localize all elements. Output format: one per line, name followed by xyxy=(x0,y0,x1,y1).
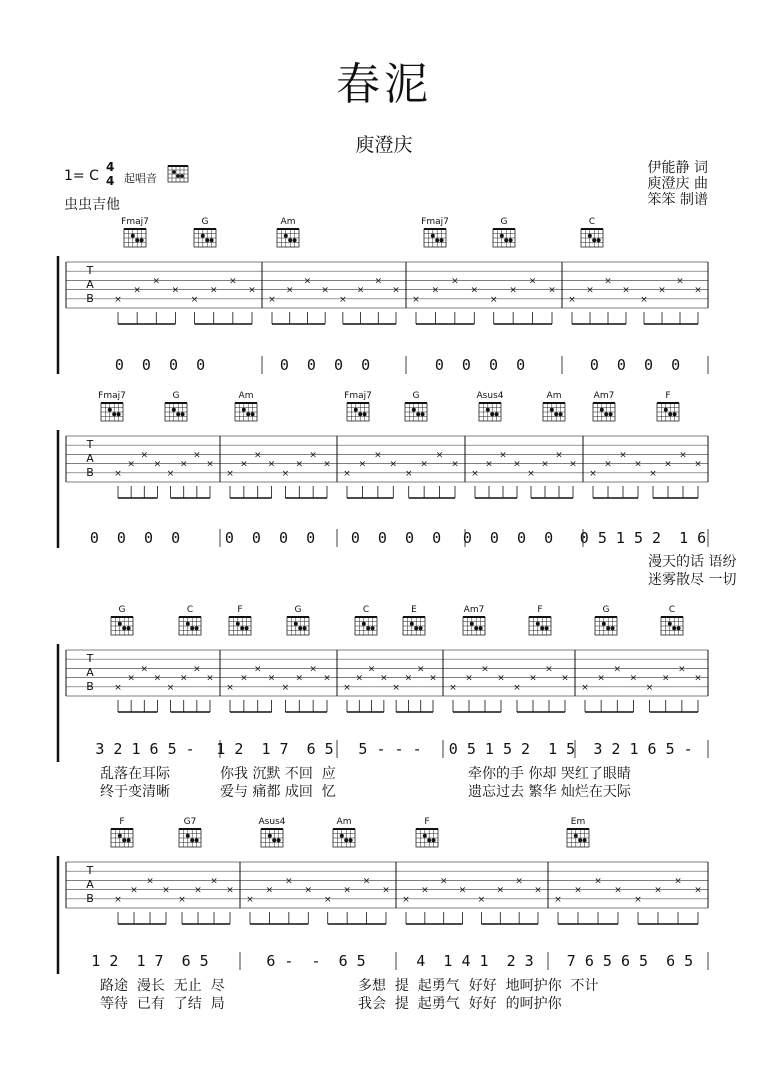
tab-note: × xyxy=(694,459,702,470)
tab-note: × xyxy=(489,294,498,305)
chord-name: C xyxy=(362,605,370,615)
tab-note: × xyxy=(206,459,214,470)
tab-note: × xyxy=(574,885,582,896)
tab-note: × xyxy=(343,468,351,479)
tab-clef-letter: B xyxy=(86,680,94,693)
chord-name: G xyxy=(500,217,508,227)
tab-note: × xyxy=(206,673,214,684)
numbered-notation: 0 0 0 0 xyxy=(89,529,181,547)
tab-note: × xyxy=(594,876,602,887)
tab-note: × xyxy=(355,673,364,684)
tab-note: × xyxy=(374,450,382,461)
tab-note: × xyxy=(114,468,122,479)
tab-note: × xyxy=(554,894,562,905)
tab-note: × xyxy=(527,468,535,479)
tab-note: × xyxy=(439,876,448,887)
chord-name: E xyxy=(411,605,417,615)
numbered-notation: 1 2 1 7 6 5 xyxy=(91,952,209,970)
chord-name: F xyxy=(237,605,243,615)
tab-note: × xyxy=(435,450,444,461)
tab-note: × xyxy=(634,459,642,470)
tab-note: × xyxy=(619,450,627,461)
tab-note: × xyxy=(179,459,188,470)
tab-note: × xyxy=(309,450,317,461)
source-label: 虫虫吉他 xyxy=(64,197,120,213)
tab-note: × xyxy=(295,459,304,470)
chord-name: G xyxy=(201,217,209,227)
tab-note: × xyxy=(374,276,383,287)
chord-name: G xyxy=(118,605,126,615)
tab-note: × xyxy=(509,285,517,296)
tab-note: × xyxy=(477,894,486,905)
numbered-notation: 5 - - - xyxy=(358,740,422,758)
tab-note: × xyxy=(694,285,702,296)
chord-name: Am7 xyxy=(593,391,615,401)
chord-name: G xyxy=(602,605,610,615)
start-note-label: 起唱音 xyxy=(124,172,157,185)
tab-note: × xyxy=(645,682,654,693)
tab-note: × xyxy=(380,673,388,684)
tab-note: × xyxy=(622,285,630,296)
tab-note: × xyxy=(343,885,351,896)
tab-note: × xyxy=(323,673,331,684)
tab-note: × xyxy=(545,664,553,675)
tab-note: × xyxy=(421,885,429,896)
tab-note: × xyxy=(367,664,376,675)
tab-note: × xyxy=(285,285,294,296)
chord-name: Asus4 xyxy=(258,817,286,827)
tab-note: × xyxy=(449,682,457,693)
tab-note: × xyxy=(267,673,276,684)
tab-clef-letter: A xyxy=(86,278,94,291)
tab-note: × xyxy=(392,285,400,296)
chord-name: Am xyxy=(280,217,296,227)
tab-note: × xyxy=(640,294,648,305)
tab-note: × xyxy=(362,876,371,887)
tab-note: × xyxy=(179,673,188,684)
time-sig-bottom: 4 xyxy=(106,174,115,188)
tab-note: × xyxy=(451,276,459,287)
tab-note: × xyxy=(166,682,175,693)
chord-name: Em xyxy=(570,817,586,827)
tab-note: × xyxy=(676,276,684,287)
tab-note: × xyxy=(664,459,672,470)
tab-note: × xyxy=(497,673,505,684)
tab-note: × xyxy=(178,894,186,905)
tab-note: × xyxy=(581,682,589,693)
tab-note: × xyxy=(295,673,304,684)
tab-note: × xyxy=(404,468,413,479)
tab-note: × xyxy=(513,459,521,470)
tab-note: × xyxy=(634,894,642,905)
tab-note: × xyxy=(548,285,556,296)
tab-note: × xyxy=(402,894,410,905)
chord-name: C xyxy=(186,605,194,615)
lyric-line-2: 迷雾散尽 一切 xyxy=(648,572,737,588)
tab-note: × xyxy=(140,664,149,675)
tab-note: × xyxy=(166,468,175,479)
numbered-notation: 3 2 1 6 5 - xyxy=(95,740,195,758)
numbered-notation: 3 2 1 6 5 - xyxy=(593,740,693,758)
tab-note: × xyxy=(513,682,521,693)
tab-note: × xyxy=(561,673,569,684)
numbered-notation: 0 0 0 0 xyxy=(114,356,206,374)
tab-note: × xyxy=(210,876,218,887)
numbered-notation: 0 5 1 5 2 1 6 xyxy=(579,529,707,547)
tab-note: × xyxy=(404,673,413,684)
tab-note: × xyxy=(309,664,317,675)
tab-note: × xyxy=(265,885,274,896)
tab-note: × xyxy=(392,682,400,693)
numbered-notation: 7 6 5 6 5 6 5 xyxy=(566,952,694,970)
chord-name: C xyxy=(588,217,596,227)
tab-note: × xyxy=(389,459,398,470)
tab-note: × xyxy=(281,468,290,479)
chord-name: Am xyxy=(546,391,562,401)
tab-note: × xyxy=(694,885,702,896)
tab-note: × xyxy=(162,885,170,896)
tab-note: × xyxy=(226,682,234,693)
chord-name: F xyxy=(119,817,125,827)
tab-note: × xyxy=(114,294,122,305)
tab-note: × xyxy=(153,673,162,684)
tab-note: × xyxy=(140,450,149,461)
numbered-notation: 0 5 1 5 2 1 5 xyxy=(448,740,576,758)
tab-note: × xyxy=(229,276,237,287)
lyric-line-1: 乱落在耳际 xyxy=(100,766,170,782)
tab-note: × xyxy=(152,276,161,287)
chord-name: Am xyxy=(336,817,352,827)
tab-note: × xyxy=(613,664,622,675)
tab-note: × xyxy=(339,294,347,305)
tab-note: × xyxy=(304,885,313,896)
tab-note: × xyxy=(358,459,367,470)
tab-note: × xyxy=(281,682,290,693)
numbered-notation: 0 0 0 0 xyxy=(350,529,442,547)
tab-note: × xyxy=(485,459,493,470)
chord-name: F xyxy=(665,391,671,401)
chord-name: Am7 xyxy=(463,605,485,615)
tab-note: × xyxy=(127,673,135,684)
chord-name: F xyxy=(424,817,430,827)
lyric-line-1: 漫天的话 语纷 xyxy=(648,554,737,570)
tab-note: × xyxy=(481,664,489,675)
tab-note: × xyxy=(658,285,666,296)
lyric-line-2: 爱与 痛都 成回 忆 xyxy=(220,784,336,800)
tab-note: × xyxy=(356,285,365,296)
numbered-notation: 6 - - 6 5 xyxy=(266,952,366,970)
tab-clef-letter: A xyxy=(86,452,94,465)
tab-clef-letter: T xyxy=(86,864,94,877)
tab-note: × xyxy=(431,285,440,296)
tab-note: × xyxy=(586,285,594,296)
lyric-line-1: 牵你的手 你却 哭红了眼睛 xyxy=(468,766,631,782)
chord-name: F xyxy=(537,605,543,615)
tab-note: × xyxy=(541,459,549,470)
tab-note: × xyxy=(555,450,563,461)
tab-note: × xyxy=(193,450,201,461)
tab-note: × xyxy=(515,876,523,887)
tab-note: × xyxy=(694,673,702,684)
key-signature: 1= C xyxy=(64,168,99,184)
chord-name: Am xyxy=(238,391,254,401)
tab-note: × xyxy=(529,673,537,684)
lyric-line-1: 路途 漫长 无止 尽 xyxy=(100,978,225,994)
tab-note: × xyxy=(323,894,332,905)
tab-note: × xyxy=(130,885,138,896)
numbered-notation: 0 0 0 0 xyxy=(224,529,316,547)
tab-note: × xyxy=(679,450,687,461)
lyric-line-2: 终于变清晰 xyxy=(100,784,170,800)
tab-note: × xyxy=(343,682,351,693)
lyric-line-1: 你我 沉默 不回 应 xyxy=(220,766,336,782)
tab-note: × xyxy=(589,468,597,479)
lyricist: 伊能静 词 xyxy=(647,160,708,176)
chord-name: Asus4 xyxy=(476,391,504,401)
tab-note: × xyxy=(127,459,135,470)
chord-name: C xyxy=(668,605,676,615)
tab-clef-letter: B xyxy=(86,892,94,905)
tab-note: × xyxy=(240,673,248,684)
tab-note: × xyxy=(451,459,459,470)
numbered-notation: 0 0 0 0 xyxy=(279,356,371,374)
tab-note: × xyxy=(674,876,682,887)
tab-note: × xyxy=(654,885,662,896)
tab-note: × xyxy=(416,664,425,675)
transcriber: 笨笨 制谱 xyxy=(647,192,708,208)
tab-note: × xyxy=(471,468,479,479)
tab-note: × xyxy=(470,285,479,296)
tab-note: × xyxy=(321,285,329,296)
time-sig-top: 4 xyxy=(106,160,115,174)
tab-note: × xyxy=(534,885,542,896)
numbered-notation: 0 0 0 0 xyxy=(589,356,681,374)
tab-note: × xyxy=(114,682,122,693)
tab-note: × xyxy=(285,876,293,887)
lyric-line-2: 等待 已有 了结 局 xyxy=(100,996,225,1012)
tab-note: × xyxy=(458,885,467,896)
tab-note: × xyxy=(209,285,218,296)
tab-clef-letter: T xyxy=(86,264,94,277)
lyric-line-2: 遗忘过去 繁华 灿烂在天际 xyxy=(468,784,631,800)
composer: 庾澄庆 曲 xyxy=(647,176,708,192)
tab-clef-letter: T xyxy=(86,438,94,451)
tab-note: × xyxy=(193,664,201,675)
tab-clef-letter: A xyxy=(86,666,94,679)
chord-name: Fmaj7 xyxy=(98,391,126,401)
tab-note: × xyxy=(253,664,262,675)
tab-note: × xyxy=(246,894,254,905)
lyric-line-1: 多想 提 起勇气 好好 地呵护你 不计 xyxy=(358,978,599,994)
tab-note: × xyxy=(412,294,420,305)
tab-note: × xyxy=(420,459,428,470)
tab-note: × xyxy=(528,276,537,287)
tab-note: × xyxy=(629,673,638,684)
numbered-notation: 0 0 0 0 xyxy=(434,356,526,374)
tab-note: × xyxy=(465,673,473,684)
tab-note: × xyxy=(248,285,256,296)
tab-note: × xyxy=(171,285,180,296)
tab-note: × xyxy=(226,468,234,479)
chord-name: G7 xyxy=(183,817,197,827)
song-artist: 庾澄庆 xyxy=(355,134,413,156)
tab-note: × xyxy=(661,673,670,684)
tab-note: × xyxy=(303,276,312,287)
chord-name: G xyxy=(412,391,420,401)
tab-note: × xyxy=(190,294,199,305)
tab-note: × xyxy=(614,885,622,896)
tab-note: × xyxy=(226,885,234,896)
tab-note: × xyxy=(678,664,686,675)
chord-name: Fmaj7 xyxy=(421,217,449,227)
chord-name: Fmaj7 xyxy=(344,391,372,401)
tab-note: × xyxy=(194,885,202,896)
numbered-notation: 1 2 1 7 6 5 xyxy=(216,740,334,758)
chord-name: G xyxy=(294,605,302,615)
tab-clef-letter: B xyxy=(86,292,94,305)
song-title: 春泥 xyxy=(336,59,432,110)
tab-note: × xyxy=(568,294,576,305)
tab-note: × xyxy=(153,459,162,470)
numbered-notation: 4 1 4 1 2 3 xyxy=(416,952,534,970)
tab-note: × xyxy=(499,450,507,461)
tab-note: × xyxy=(268,294,276,305)
tab-note: × xyxy=(604,276,612,287)
numbered-notation: 0 0 0 0 xyxy=(462,529,554,547)
tab-note: × xyxy=(496,885,505,896)
tab-note: × xyxy=(240,459,248,470)
tab-note: × xyxy=(597,673,605,684)
tab-note: × xyxy=(267,459,276,470)
tab-note: × xyxy=(323,459,331,470)
tab-note: × xyxy=(382,885,390,896)
chord-name: G xyxy=(172,391,180,401)
tab-note: × xyxy=(429,673,437,684)
tab-note: × xyxy=(569,459,577,470)
tab-note: × xyxy=(114,894,122,905)
tab-note: × xyxy=(146,876,154,887)
chord-name: Fmaj7 xyxy=(121,217,149,227)
tab-note: × xyxy=(649,468,657,479)
tab-clef-letter: T xyxy=(86,652,94,665)
tab-note: × xyxy=(604,459,612,470)
tab-note: × xyxy=(253,450,262,461)
tab-clef-letter: A xyxy=(86,878,94,891)
tab-note: × xyxy=(133,285,141,296)
tab-clef-letter: B xyxy=(86,466,94,479)
lyric-line-2: 我会 提 起勇气 好好 的呵护你 xyxy=(358,996,562,1012)
